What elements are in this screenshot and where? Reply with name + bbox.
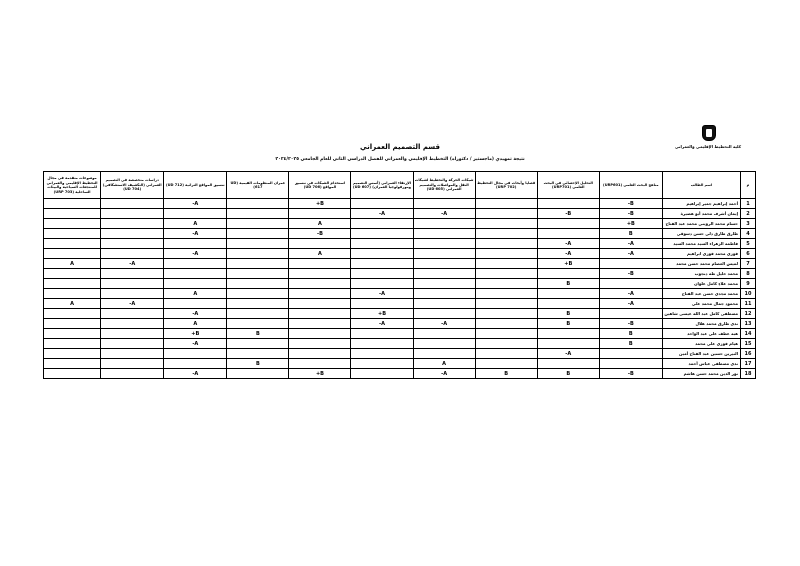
grade-cell: A- <box>413 319 475 329</box>
grade-cell <box>164 299 227 309</box>
row-index: 15 <box>740 339 755 349</box>
grade-cell: A- <box>351 319 413 329</box>
grade-cell: B- <box>599 369 662 379</box>
grade-cell <box>164 279 227 289</box>
grade-cell <box>164 239 227 249</box>
table-row <box>44 319 756 329</box>
row-index: 10 <box>740 289 755 299</box>
row-index: 5 <box>740 239 755 249</box>
table-row <box>44 269 756 279</box>
grade-cell <box>413 199 475 209</box>
department-title: قسم التصميم العمراني <box>359 143 441 151</box>
grade-cell: A <box>164 289 227 299</box>
grade-cell: B+ <box>164 329 227 339</box>
grade-cell <box>101 239 164 249</box>
grade-cell <box>101 289 164 299</box>
column-header-student-name: اسم الطالب <box>662 172 740 199</box>
grade-cell <box>44 289 101 299</box>
grade-cell <box>227 369 289 379</box>
table-body <box>44 199 756 379</box>
grade-cell <box>44 249 101 259</box>
grade-cell <box>351 269 413 279</box>
table-row <box>44 359 756 369</box>
grade-cell <box>227 199 289 209</box>
grade-cell <box>413 289 475 299</box>
grade-cell: B <box>599 339 662 349</box>
grade-cell <box>413 349 475 359</box>
table-header-row <box>44 172 756 199</box>
grade-cell: A- <box>164 199 227 209</box>
grade-cell <box>227 349 289 359</box>
grade-cell: B <box>537 309 599 319</box>
grade-cell <box>44 219 101 229</box>
row-index: 17 <box>740 359 755 369</box>
table-row <box>44 309 756 319</box>
grade-cell <box>475 359 537 369</box>
grade-cell <box>101 319 164 329</box>
row-index: 2 <box>740 209 755 219</box>
grade-cell: B- <box>599 209 662 219</box>
student-name: لميس العصام محمد حسن محمد <box>662 259 740 269</box>
table-row <box>44 229 756 239</box>
grade-cell: B+ <box>289 369 351 379</box>
grade-cell: A- <box>164 249 227 259</box>
grade-cell: A- <box>101 299 164 309</box>
grade-cell <box>164 359 227 369</box>
grade-cell: A- <box>537 249 599 259</box>
grade-cell <box>164 349 227 359</box>
grade-cell <box>289 359 351 369</box>
grade-cell: A <box>289 249 351 259</box>
grade-cell <box>475 229 537 239</box>
grade-cell <box>227 239 289 249</box>
grade-cell <box>351 369 413 379</box>
table-row <box>44 369 756 379</box>
grade-cell <box>44 199 101 209</box>
grade-cell <box>289 299 351 309</box>
grade-cell: B+ <box>599 219 662 229</box>
student-name: محمد خليل طه دنجوب <box>662 269 740 279</box>
grade-cell <box>599 309 662 319</box>
grade-cell <box>475 209 537 219</box>
table-row <box>44 299 756 309</box>
grades-table <box>43 171 756 379</box>
grade-cell: B <box>599 229 662 239</box>
grade-cell <box>101 269 164 279</box>
grade-cell <box>475 259 537 269</box>
grade-cell <box>537 219 599 229</box>
grade-cell <box>599 359 662 369</box>
grade-cell <box>413 309 475 319</box>
grade-cell <box>351 199 413 209</box>
column-header-course: استخدام الشبكات في تنسيق المواقع (UD 706) <box>289 172 351 199</box>
grade-cell <box>101 279 164 289</box>
column-header-course: دراسات متخصصة في التصميم العمراني (التكشيف الاستشكافي) (UD 704) <box>101 172 164 199</box>
column-header-course: الإرتقاء العمراني (أسس التصميم ومورفولوجيا العمران) (UD 607) <box>351 172 413 199</box>
grade-cell <box>101 249 164 259</box>
grade-cell <box>289 269 351 279</box>
grade-cell <box>44 369 101 379</box>
grade-cell: B- <box>599 319 662 329</box>
row-index: 3 <box>740 219 755 229</box>
grade-cell <box>227 289 289 299</box>
student-name: محمد مجدي حسن عبد الفتاح <box>662 289 740 299</box>
student-name: إيمان أشرف محمد أبو هضيرة <box>662 209 740 219</box>
grade-cell <box>413 239 475 249</box>
grade-cell <box>475 319 537 329</box>
grade-cell <box>413 329 475 339</box>
grade-cell <box>351 279 413 289</box>
faculty-name: كلية التخطيط الإقليمي والعمراني <box>674 144 742 149</box>
column-header-course: تنسيق المواقع التراثية (UD 712) <box>164 172 227 199</box>
grade-cell: B <box>227 359 289 369</box>
grade-cell: B- <box>289 229 351 239</box>
student-name: حسام محمد الرويني محمد عبد الفتاح <box>662 219 740 229</box>
column-header-course: عمران المنظومات الفيمية (UD 617) <box>227 172 289 199</box>
grade-cell <box>475 219 537 229</box>
grade-cell <box>227 299 289 309</box>
grade-cell: B <box>537 319 599 329</box>
grade-cell <box>227 219 289 229</box>
grade-cell <box>351 259 413 269</box>
grade-cell <box>351 359 413 369</box>
grade-cell: A- <box>413 209 475 219</box>
grade-cell <box>537 199 599 209</box>
grade-cell: A- <box>351 289 413 299</box>
grade-cell: B- <box>599 269 662 279</box>
row-index: 4 <box>740 229 755 239</box>
grade-cell: A- <box>164 229 227 239</box>
grade-cell <box>475 249 537 259</box>
grade-cell <box>101 369 164 379</box>
row-index: 16 <box>740 349 755 359</box>
grade-cell: B <box>537 279 599 289</box>
grade-cell <box>44 239 101 249</box>
table-row <box>44 259 756 269</box>
grade-cell <box>289 319 351 329</box>
grade-cell <box>44 309 101 319</box>
grade-cell <box>101 339 164 349</box>
grade-cell <box>351 329 413 339</box>
student-name: النيرين حسين عبد الفتاح أمين <box>662 349 740 359</box>
grade-cell <box>44 269 101 279</box>
grade-cell <box>227 269 289 279</box>
grade-cell <box>227 339 289 349</box>
grade-cell: B+ <box>351 309 413 319</box>
grade-cell: A- <box>537 239 599 249</box>
table-row <box>44 249 756 259</box>
grade-cell <box>289 239 351 249</box>
table-row <box>44 339 756 349</box>
column-header-course: التحليل الإحصائي في البحث العلمي (URP701) <box>537 172 599 199</box>
table-row <box>44 239 756 249</box>
results-subtitle: نتيجة تمهيدي (ماجستير / دكتوراه) التخطيط الإقليمي والعمراني للفصل الدراسي الثاني للعام الجامعي ٢٠٢٤/٢٠٢٥ <box>275 157 525 162</box>
grade-cell <box>289 329 351 339</box>
grade-cell: A <box>44 299 101 309</box>
grade-cell <box>44 279 101 289</box>
grade-cell <box>289 339 351 349</box>
grade-cell: A- <box>164 339 227 349</box>
grade-cell <box>351 339 413 349</box>
grade-cell: A- <box>101 259 164 269</box>
grade-cell: A- <box>413 369 475 379</box>
grade-cell <box>351 349 413 359</box>
grade-cell <box>413 219 475 229</box>
grade-cell: B- <box>537 209 599 219</box>
grade-cell <box>44 349 101 359</box>
grade-cell <box>599 259 662 269</box>
grade-cell <box>475 349 537 359</box>
grade-cell: B <box>227 329 289 339</box>
column-header-course: شبكات الحركة والتخطيط لشبكات النقل والمواصلات والتصميم العمراني (UD 605) <box>413 172 475 199</box>
grade-cell <box>351 229 413 239</box>
table-row <box>44 209 756 219</box>
grade-cell: A- <box>164 309 227 319</box>
grade-cell <box>227 279 289 289</box>
grade-cell <box>289 279 351 289</box>
grade-cell: B <box>599 329 662 339</box>
row-index: 9 <box>740 279 755 289</box>
row-index: 6 <box>740 249 755 259</box>
grade-cell: B+ <box>537 259 599 269</box>
table-row <box>44 219 756 229</box>
row-index: 13 <box>740 319 755 329</box>
grade-cell <box>351 219 413 229</box>
grade-cell <box>475 309 537 319</box>
grade-cell: A <box>289 219 351 229</box>
grade-cell <box>599 349 662 359</box>
student-name: فوزي محمد فوزي ابراهيم <box>662 249 740 259</box>
grade-cell: A- <box>599 239 662 249</box>
grade-cell <box>227 209 289 219</box>
grade-cell <box>164 269 227 279</box>
grade-cell <box>537 229 599 239</box>
grade-cell <box>537 359 599 369</box>
grade-cell <box>413 279 475 289</box>
grade-cell <box>164 259 227 269</box>
column-header-index: م <box>740 172 755 199</box>
column-header-course: موضوعات متقدمة في مجال التخطيط الإقليمي والعمراني للمنتجعات السياحية والبيئات الساحلية (URP 703) <box>44 172 101 199</box>
student-name: محمد علاءِ كامل علوان <box>662 279 740 289</box>
student-name: ندى مصطفى عباس أحمد <box>662 359 740 369</box>
column-header-course: مناهج البحث العلمي (URP601) <box>599 172 662 199</box>
student-name: ندى طارق محمد هلال <box>662 319 740 329</box>
grade-cell: A- <box>599 299 662 309</box>
grade-cell: B <box>537 369 599 379</box>
row-index: 11 <box>740 299 755 309</box>
grade-cell <box>44 339 101 349</box>
table-row <box>44 289 756 299</box>
grade-cell <box>599 279 662 289</box>
table-row <box>44 329 756 339</box>
grade-cell <box>537 269 599 279</box>
row-index: 1 <box>740 199 755 209</box>
grade-cell: A- <box>351 209 413 219</box>
grade-cell: A- <box>599 289 662 299</box>
grade-cell <box>289 309 351 319</box>
grade-cell: A- <box>164 369 227 379</box>
grade-cell <box>537 339 599 349</box>
grade-cell <box>413 229 475 239</box>
grade-cell <box>475 339 537 349</box>
grade-cell <box>227 229 289 239</box>
grade-cell <box>101 199 164 209</box>
grade-cell <box>475 299 537 309</box>
grade-cell <box>227 259 289 269</box>
row-index: 18 <box>740 369 755 379</box>
grade-cell <box>351 239 413 249</box>
grade-cell: A- <box>599 249 662 259</box>
grade-cell <box>101 229 164 239</box>
grade-cell <box>101 349 164 359</box>
grade-cell <box>537 329 599 339</box>
grade-cell <box>227 319 289 329</box>
grade-cell <box>44 359 101 369</box>
grade-cell <box>413 269 475 279</box>
grade-cell <box>101 219 164 229</box>
grade-cell <box>475 239 537 249</box>
table-row <box>44 349 756 359</box>
student-name: هبة عطف علي عبد الواحد <box>662 329 740 339</box>
grade-cell <box>227 249 289 259</box>
row-index: 14 <box>740 329 755 339</box>
grade-cell <box>164 209 227 219</box>
student-name: مصطفى كامل عبد الله عيسى شاهين <box>662 309 740 319</box>
grade-cell <box>289 259 351 269</box>
grade-cell <box>537 289 599 299</box>
grade-cell: A <box>44 259 101 269</box>
grade-cell: B <box>475 369 537 379</box>
grade-cell: A <box>413 359 475 369</box>
grade-cell <box>44 319 101 329</box>
grade-cell <box>101 359 164 369</box>
grade-cell <box>351 249 413 259</box>
grade-cell: B- <box>599 199 662 209</box>
grade-cell <box>351 299 413 309</box>
student-name: أحمد إبراهيم جمير إبراهيم <box>662 199 740 209</box>
student-name: طارق طارق دلي حسن دسوقي <box>662 229 740 239</box>
grade-cell <box>413 299 475 309</box>
grade-cell <box>537 299 599 309</box>
student-name: فاطمة الزهراء السيد محمد السيد <box>662 239 740 249</box>
grade-cell: A- <box>537 349 599 359</box>
grade-cell <box>101 209 164 219</box>
grade-cell <box>44 209 101 219</box>
grade-cell <box>475 199 537 209</box>
grade-cell <box>101 309 164 319</box>
grade-cell <box>227 309 289 319</box>
student-name: نور الدين محمد حسن هاشم <box>662 369 740 379</box>
grade-cell <box>475 329 537 339</box>
grade-cell <box>475 289 537 299</box>
row-index: 12 <box>740 309 755 319</box>
column-header-course: قضايا وأبحاث في مجال التخطيط (URP 702) <box>475 172 537 199</box>
grade-cell <box>413 259 475 269</box>
grade-cell: B+ <box>289 199 351 209</box>
grade-cell <box>413 339 475 349</box>
grade-cell <box>413 249 475 259</box>
university-logo-icon <box>702 125 716 141</box>
table-row <box>44 199 756 209</box>
grade-cell <box>44 329 101 339</box>
grade-cell <box>289 349 351 359</box>
grade-cell <box>475 279 537 289</box>
student-name: محمود جمال محمد علي <box>662 299 740 309</box>
row-index: 8 <box>740 269 755 279</box>
grade-cell <box>289 289 351 299</box>
grade-cell <box>475 269 537 279</box>
row-index: 7 <box>740 259 755 269</box>
student-name: هيام فوزي علي محمد <box>662 339 740 349</box>
grade-cell: A <box>164 319 227 329</box>
grade-cell: A <box>164 219 227 229</box>
grade-cell <box>289 209 351 219</box>
table-row <box>44 279 756 289</box>
grade-cell <box>101 329 164 339</box>
grade-cell <box>44 229 101 239</box>
